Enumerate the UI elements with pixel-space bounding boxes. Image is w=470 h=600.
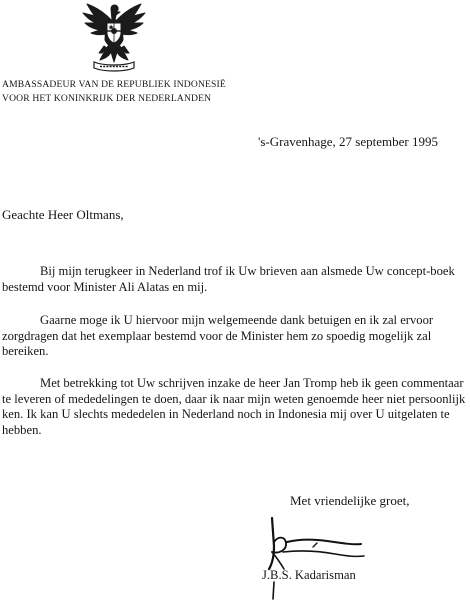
embassy-name-line1: AMBASSADEUR VAN DE REPUBLIEK INDONESIË — [2, 79, 226, 90]
garuda-emblem-icon — [78, 0, 150, 72]
paragraph-line: Bij mijn terugkeer in Nederland trof ik Uw brieven aan alsmede Uw concept-boek — [40, 264, 455, 278]
embassy-name-line2: VOOR HET KONINKRIJK DER NEDERLANDEN — [2, 93, 212, 104]
letterhead — [2, 78, 226, 106]
body-paragraph-3 — [2, 376, 464, 438]
paragraph-line: Met betrekking tot Uw schrijven inzake de heer Jan Tromp heb ik geen commentaar — [40, 376, 464, 390]
place-date: 's-Gravenhage, 27 september 1995 — [258, 134, 438, 149]
body-paragraph-1 — [2, 264, 464, 295]
paragraph-line: bestemd voor Minister Ali Alatas en mij. — [2, 279, 208, 294]
salutation: Geachte Heer Oltmans, — [2, 207, 124, 222]
signer-name: J.B.S. Kadarisman — [262, 568, 356, 582]
paragraph-line: ken. Ik kan U slechts mededelen in Nederland noch in Indonesia mij over U uitgelaten te — [2, 407, 450, 422]
paragraph-line: zorgdragen dat het exemplaar bestemd voor de Minister hem zo spoedig mogelijk zal — [2, 328, 432, 343]
paragraph-line: bereiken. — [2, 344, 49, 359]
handwritten-signature-icon — [255, 512, 370, 600]
closing: Met vriendelijke groet, — [290, 493, 410, 508]
body-paragraph-2 — [2, 313, 464, 360]
paragraph-line: Gaarne moge ik U hiervoor mijn welgemeende dank betuigen en ik zal ervoor — [40, 313, 434, 327]
paragraph-line: hebben. — [2, 422, 42, 437]
paragraph-line: te leveren of mededelingen te doen, daar ik naar mijn weten genoemde heer niet persoonlijk — [2, 391, 466, 406]
